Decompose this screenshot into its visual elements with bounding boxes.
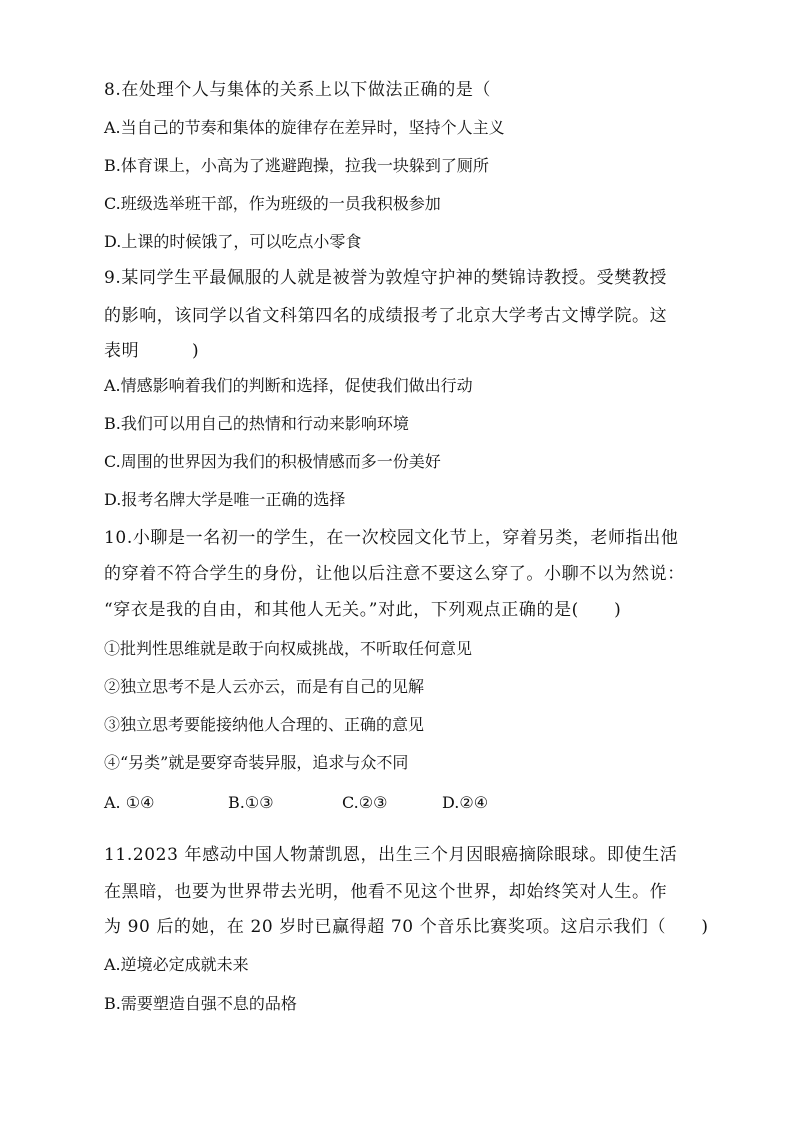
question-10-statement-3: ③独立思考要能接纳他人合理的、正确的意见 xyxy=(104,715,425,734)
question-9-stem-line-3: 表明 ) xyxy=(104,341,200,361)
question-10-option-b: B.①③ xyxy=(228,793,274,812)
question-10-statement-2: ②独立思考不是人云亦云，而是有自己的见解 xyxy=(104,677,425,696)
question-8-option-a: A.当自己的节奏和集体的旋律存在差异时，坚持个人主义 xyxy=(104,118,505,137)
question-8-option-c: C.班级选举班干部，作为班级的一员我积极参加 xyxy=(104,194,441,213)
question-8-option-d: D.上课的时候饿了，可以吃点小零食 xyxy=(104,232,362,251)
question-9-option-a: A.情感影响着我们的判断和选择，促使我们做出行动 xyxy=(104,376,473,395)
question-8-option-b: B.体育课上，小高为了逃避跑操，拉我一块躲到了厕所 xyxy=(104,156,489,175)
question-11-option-a: A.逆境必定成就未来 xyxy=(104,955,249,974)
question-10-stem-line-1: 10.小聊是一名初一的学生，在一次校园文化节上，穿着另类，老师指出他 xyxy=(104,528,679,548)
question-10-statement-1: ①批判性思维就是敢于向权威挑战，不听取任何意见 xyxy=(104,639,473,658)
question-10-stem-line-2: 的穿着不符合学生的身份，让他以后注意不要这么穿了。小聊不以为然说： xyxy=(104,564,685,584)
question-9-stem-line-1: 9.某同学生平最佩服的人就是被誉为敦煌守护神的樊锦诗教授。受樊教授 xyxy=(104,268,668,288)
question-9-option-b: B.我们可以用自己的热情和行动来影响环境 xyxy=(104,414,409,433)
question-9-option-d: D.报考名牌大学是唯一正确的选择 xyxy=(104,490,346,509)
question-10-options xyxy=(104,793,604,813)
question-9-stem-line-2: 的影响，该同学以省文科第四名的成绩报考了北京大学考古文博学院。这 xyxy=(104,306,668,326)
question-10-stem-line-3: “穿衣是我的自由，和其他人无关。”对此，下列观点正确的是( ) xyxy=(104,600,622,620)
question-9-option-c: C.周围的世界因为我们的积极情感而多一份美好 xyxy=(104,452,441,471)
question-10-option-a: A. ①④ xyxy=(104,793,155,812)
question-8-stem: 8.在处理个人与集体的关系上以下做法正确的是（ xyxy=(104,80,492,100)
question-11-stem-line-2: 在黑暗，也要为世界带去光明，他看不见这个世界，却始终笑对人生。作 xyxy=(104,882,668,902)
question-11-stem-line-3: 为 90 后的她，在 20 岁时已赢得超 70 个音乐比赛奖项。这启示我们（ ) xyxy=(104,917,709,937)
question-10-option-c: C.②③ xyxy=(342,793,388,812)
question-10-statement-4: ④“另类”就是要穿奇装异服，追求与众不同 xyxy=(104,753,409,772)
question-10-option-d: D.②④ xyxy=(442,793,489,812)
question-11-option-b: B.需要塑造自强不息的品格 xyxy=(104,994,297,1013)
question-11-stem-line-1: 11.2023 年感动中国人物萧凯恩，出生三个月因眼癌摘除眼球。即使生活 xyxy=(104,845,678,865)
